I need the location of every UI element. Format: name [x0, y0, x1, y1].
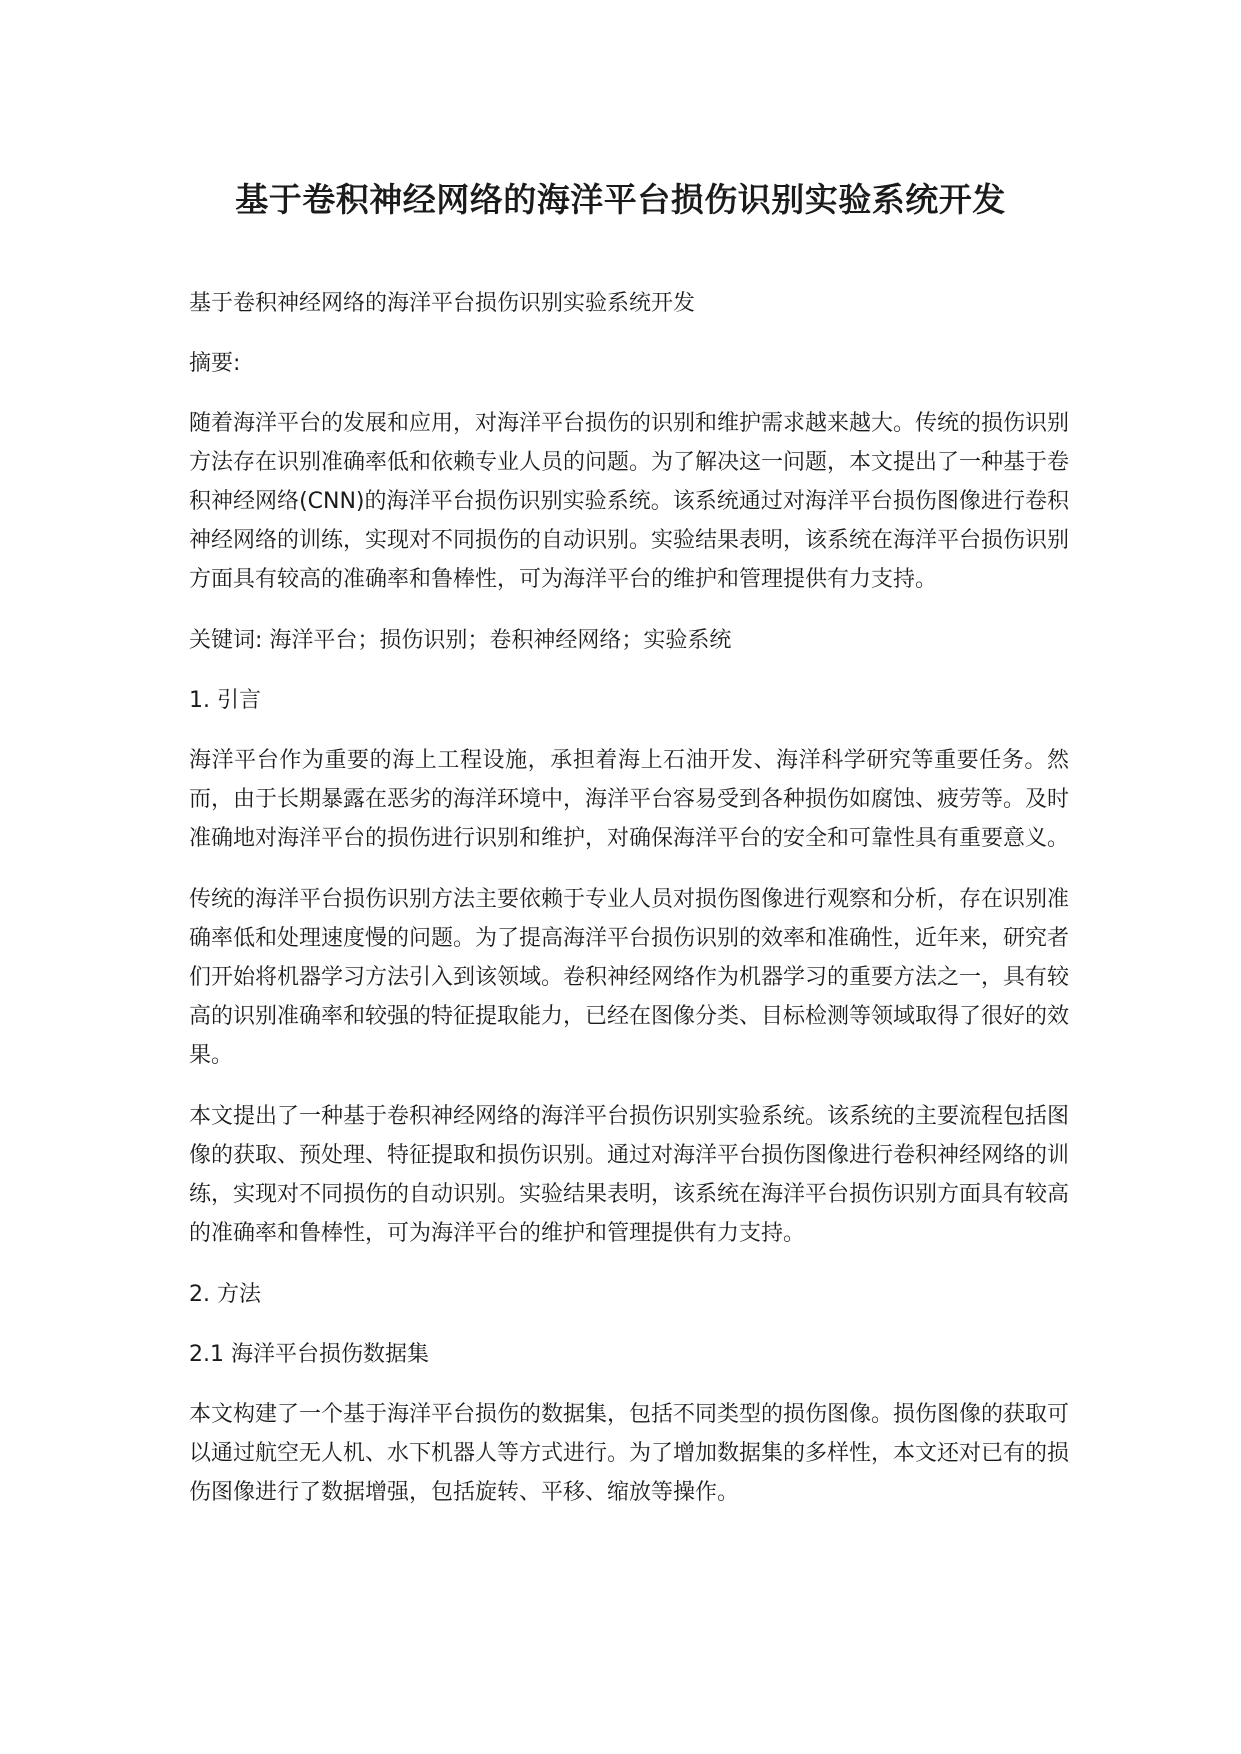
document-body — [189, 284, 1069, 1534]
document-subtitle: 基于卷积神经网络的海洋平台损伤识别实验系统开发 — [189, 291, 696, 316]
abstract-paragraph: 随着海洋平台的发展和应用，对海洋平台损伤的识别和维护需求越来越大。传统的损伤识别方法存在识别准确率低和依赖专业人员的问题。为了解决这一问题，本文提出了一种基于卷积神经网络(CNN)的海洋平台损伤识别实验系统。该系统通过对海洋平台损伤图像进行卷积神经网络的训练，实现对不同损伤的自动识别。实验结果表明，该系统在海洋平台损伤识别方面具有较高的准确率和鲁棒性，可为海洋平台的维护和管理提供有力支持。 — [189, 411, 1070, 592]
keywords-line: 关键词: 海洋平台；损伤识别；卷积神经网络；实验系统 — [189, 628, 732, 653]
subsection-heading-dataset: 2.1 海洋平台损伤数据集 — [189, 1342, 429, 1367]
section-heading-method: 2. 方法 — [189, 1282, 261, 1307]
document-title: 基于卷积神经网络的海洋平台损伤识别实验系统开发 — [235, 180, 1006, 219]
introduction-paragraph-1: 海洋平台作为重要的海上工程设施，承担着海上石油开发、海洋科学研究等重要任务。然而，由于长期暴露在恶劣的海洋环境中，海洋平台容易受到各种损伤如腐蚀、疲劳等。及时准确地对海洋平台的损伤进行识别和维护，对确保海洋平台的安全和可靠性具有重要意义。 — [189, 748, 1070, 851]
introduction-paragraph-2: 传统的海洋平台损伤识别方法主要依赖于专业人员对损伤图像进行观察和分析，存在识别准确率低和处理速度慢的问题。为了提高海洋平台损伤识别的效率和准确性，近年来，研究者们开始将机器学习方法引入到该领域。卷积神经网络作为机器学习的重要方法之一，具有较高的识别准确率和较强的特征提取能力，已经在图像分类、目标检测等领域取得了很好的效果。 — [189, 887, 1070, 1068]
introduction-paragraph-3: 本文提出了一种基于卷积神经网络的海洋平台损伤识别实验系统。该系统的主要流程包括图像的获取、预处理、特征提取和损伤识别。通过对海洋平台损伤图像进行卷积神经网络的训练，实现对不同损伤的自动识别。实验结果表明，该系统在海洋平台损伤识别方面具有较高的准确率和鲁棒性，可为海洋平台的维护和管理提供有力支持。 — [189, 1104, 1070, 1246]
dataset-paragraph: 本文构建了一个基于海洋平台损伤的数据集，包括不同类型的损伤图像。损伤图像的获取可以通过航空无人机、水下机器人等方式进行。为了增加数据集的多样性，本文还对已有的损伤图像进行了数据增强，包括旋转、平移、缩放等操作。 — [189, 1402, 1070, 1505]
abstract-label: 摘要: — [189, 351, 241, 376]
section-heading-introduction: 1. 引言 — [189, 688, 261, 713]
